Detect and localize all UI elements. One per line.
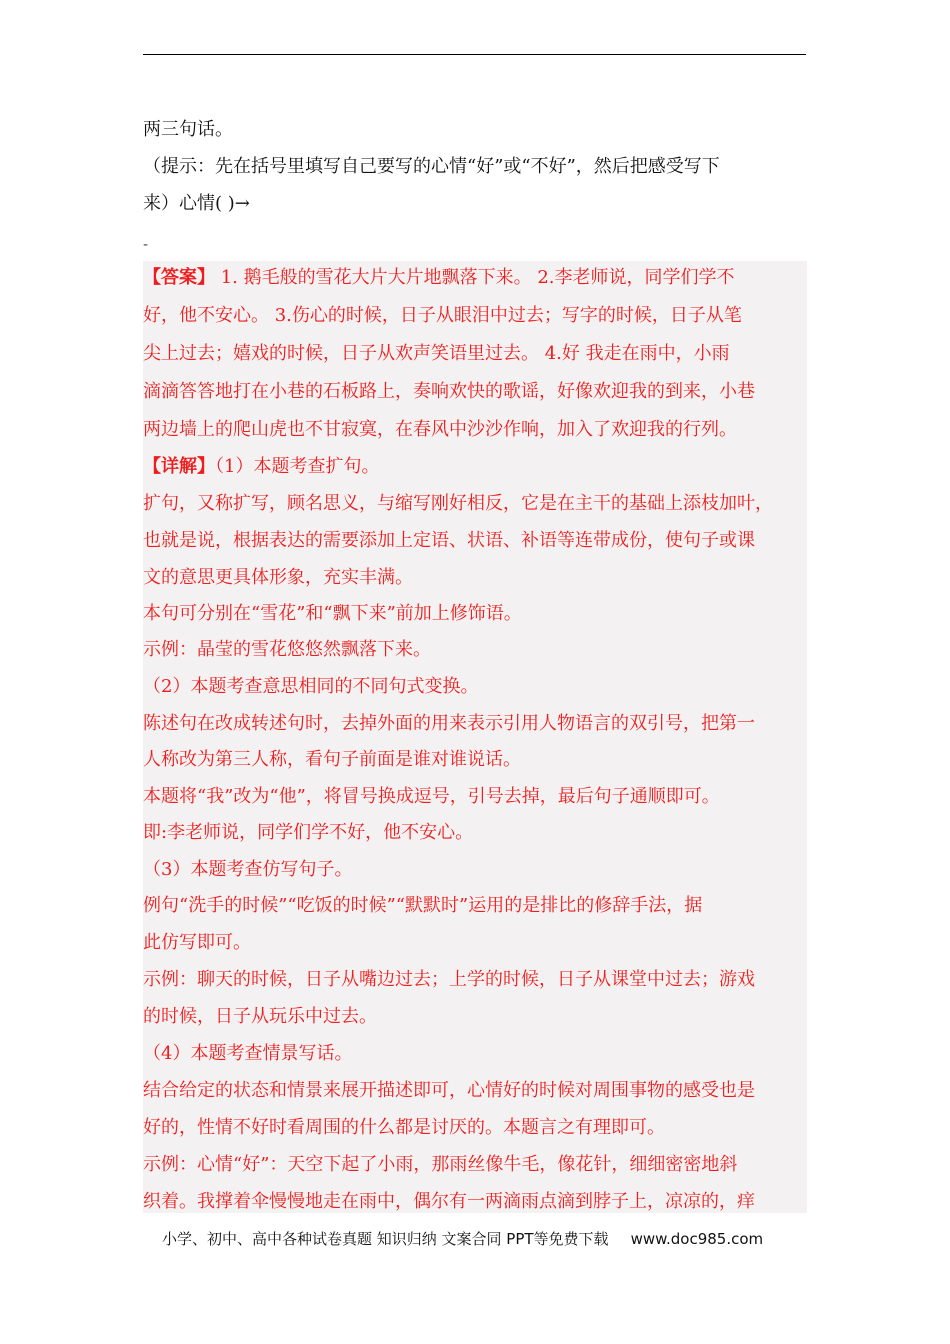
answer-line: 好，他不安心。 3.伤心的时候，日子从眼泪中过去；写字的时候，日子从笔	[143, 305, 742, 326]
detail-line: 陈述句在改成转述句时，去掉外面的用来表示引用人物语言的双引号，把第一	[143, 713, 755, 734]
detail-line: 本题将“我”改为“他”，将冒号换成逗号，引号去掉，最后句子通顺即可。	[143, 786, 720, 807]
detail-line: 的时候，日子从玩乐中过去。	[143, 1006, 377, 1027]
answer-line: 两边墙上的爬山虎也不甘寂寞，在春风中沙沙作响，加入了欢迎我的行列。	[143, 419, 737, 440]
dash-mark: -	[143, 237, 149, 253]
detail-line: 织着。我撑着伞慢慢地走在雨中，偶尔有一两滴雨点滴到脖子上，凉凉的，痒	[143, 1191, 755, 1212]
footer-url[interactable]: www.doc985.com	[630, 1230, 764, 1248]
answer-line: 滴滴答答地打在小巷的石板路上，奏响欢快的歌谣，好像欢迎我的到来，小巷	[143, 381, 755, 402]
detail-line	[143, 455, 807, 479]
answer-text: 1. 鹅毛般的雪花大片大片地飘落下来。 2.李老师说，同学们学不	[215, 267, 735, 288]
detail-line: 结合给定的状态和情景来展开描述即可，心情好的时候对周围事物的感受也是	[143, 1080, 755, 1101]
detail-line: 人称改为第三人称，看句子前面是谁对谁说话。	[143, 749, 521, 770]
detail-line: 例句“洗手的时候”“吃饭的时候”“默默时”运用的是排比的修辞手法，据	[143, 895, 703, 916]
detail-line: （2）本题考查意思相同的不同句式变换。	[143, 676, 479, 697]
footer-text: 小学、初中、高中各种试卷真题 知识归纳 文案合同 PPT等免费下载	[162, 1230, 609, 1248]
question-hint-line: （提示：先在括号里填写自己要写的心情“好”或“不好”，然后把感受写下	[143, 156, 720, 177]
detail-line: 示例：晶莹的雪花悠悠然飘落下来。	[143, 639, 431, 660]
detail-label: 【详解】	[143, 456, 215, 477]
detail-line: 本句可分别在“雪花”和“飘下来”前加上修饰语。	[143, 603, 522, 624]
answer-line: 尖上过去；嬉戏的时候，日子从欢声笑语里过去。 4.好 我走在雨中，小雨	[143, 343, 730, 364]
detail-line: （3）本题考查仿写句子。	[143, 859, 353, 880]
detail-line: 好的，性情不好时看周围的什么都是讨厌的。本题言之有理即可。	[143, 1117, 665, 1138]
answer-label: 【答案】	[143, 267, 215, 288]
detail-line: 示例：心情“好”：天空下起了小雨，那雨丝像牛毛，像花针，细细密密地斜	[143, 1154, 738, 1175]
detail-line: 文的意思更具体形象，充实丰满。	[143, 567, 413, 588]
question-line: 两三句话。	[143, 119, 233, 140]
detail-line: 也就是说，根据表达的需要添加上定语、状语、补语等连带成份，使句子或课	[143, 530, 755, 551]
page-footer	[162, 1228, 763, 1249]
detail-line: 即:李老师说，同学们学不好，他不安心。	[143, 822, 474, 843]
detail-line: （4）本题考查情景写话。	[143, 1043, 353, 1064]
detail-line: 此仿写即可。	[143, 932, 251, 953]
question-mood-line: 来）心情( )→	[143, 193, 250, 214]
detail-text: （1）本题考查扩句。	[215, 456, 380, 477]
header-rule	[143, 54, 806, 55]
answer-line	[143, 266, 807, 290]
detail-line: 示例：聊天的时候，日子从嘴边过去；上学的时候，日子从课堂中过去；游戏	[143, 969, 755, 990]
detail-line: 扩句，又称扩写，顾名思义，与缩写刚好相反，它是在主干的基础上添枝加叶，	[143, 493, 773, 514]
